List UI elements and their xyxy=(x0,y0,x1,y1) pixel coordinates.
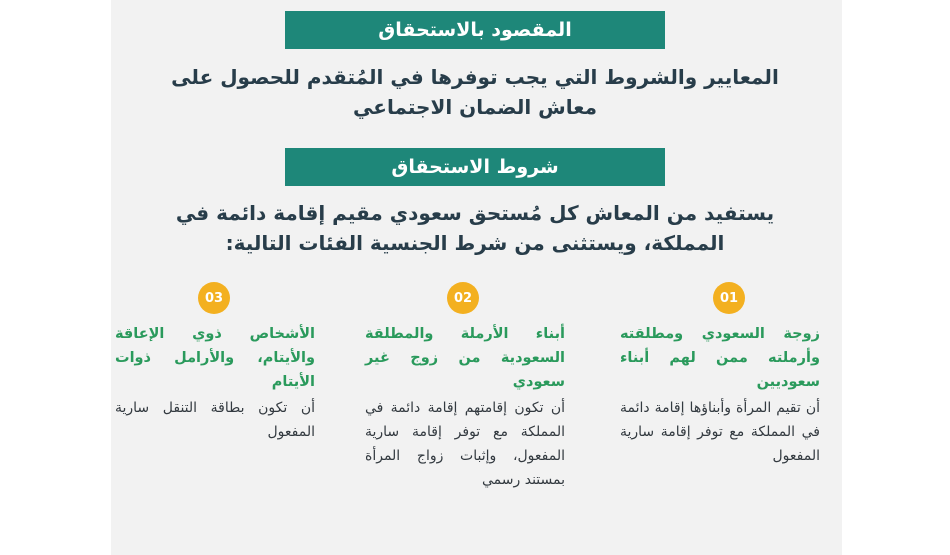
category-1-number-badge: 01 xyxy=(713,282,745,314)
category-2-title: أبناء الأرملة والمطلقة السعودية من زوج غير سعودي xyxy=(365,326,565,390)
category-2 xyxy=(365,282,565,492)
definition-banner xyxy=(285,11,665,49)
category-3-title: الأشخاص ذوي الإعاقة والأيتام، والأرامل ذوات الأيتام xyxy=(115,326,315,390)
definition-title: المقصود بالاستحقاق xyxy=(378,19,572,41)
category-2-number-badge: 02 xyxy=(447,282,479,314)
conditions-title: شروط الاستحقاق xyxy=(391,156,559,178)
category-3 xyxy=(115,282,315,444)
category-1 xyxy=(620,282,820,468)
category-1-condition: أن تقيم المرأة وأبناؤها إقامة دائمة في المملكة مع توفر إقامة سارية المفعول xyxy=(620,400,820,464)
conditions-text: يستفيد من المعاش كل مُستحق سعودي مقيم إقامة دائمة في المملكة، ويستثنى من شرط الجنسية الفئات التالية: xyxy=(175,201,775,255)
category-3-number-badge: 03 xyxy=(198,282,230,314)
category-3-condition: أن تكون بطاقة التنقل سارية المفعول xyxy=(115,400,315,440)
category-1-title: زوجة السعودي ومطلقته وأرملته ممن لهم أبناء سعوديين xyxy=(620,326,820,390)
conditions-banner xyxy=(285,148,665,186)
definition-text: المعايير والشروط التي يجب توفرها في المُتقدم للحصول على معاش الضمان الاجتماعي xyxy=(171,65,779,119)
category-2-condition: أن تكون إقامتهم إقامة دائمة في المملكة مع توفر إقامة سارية المفعول، وإثبات زواج المرأة بمستند رسمي xyxy=(365,400,565,488)
